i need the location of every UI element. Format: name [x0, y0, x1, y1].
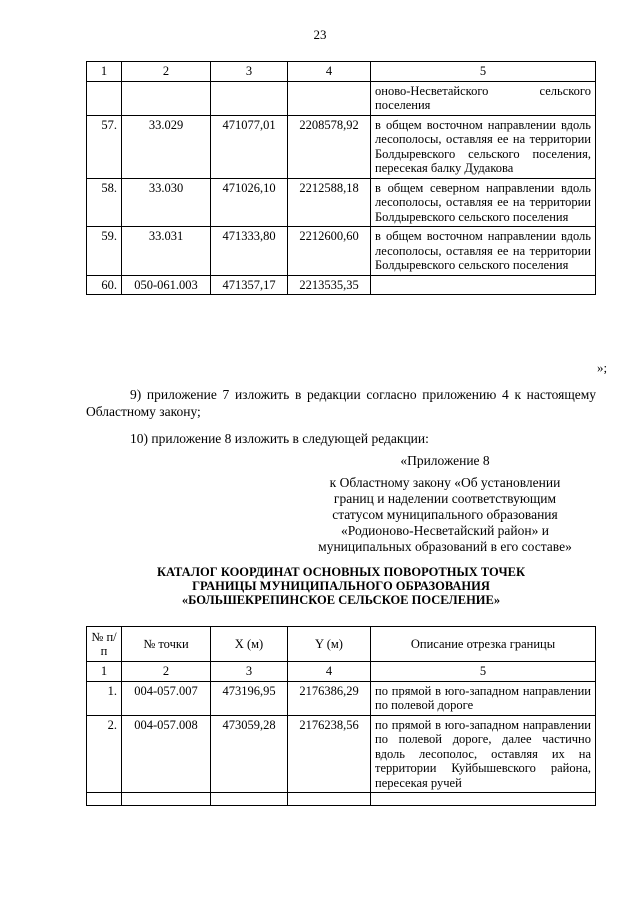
table-row	[87, 715, 596, 793]
point-id	[122, 81, 211, 115]
catalog-title	[86, 565, 596, 607]
segment-description: в общем восточном направлении вдоль лесополосы, оставляя ее на территории Болдыревского сельского поселения	[371, 227, 596, 276]
row-number	[87, 81, 122, 115]
col-header-point: № точки	[122, 627, 211, 662]
y-coordinate: 2176238,56	[288, 715, 371, 793]
closing-quote: »;	[597, 360, 608, 375]
y-coordinate: 2212588,18	[288, 178, 371, 227]
col-header-x: X (м)	[211, 627, 288, 662]
point-id: 33.031	[122, 227, 211, 276]
x-coordinate	[211, 81, 288, 115]
segment-description: оново-Несветайского сельского поселения	[371, 81, 596, 115]
table-row	[87, 81, 596, 115]
y-coordinate: 2212600,60	[288, 227, 371, 276]
appendix-ref-line: «Родионово-Несветайский район» и	[341, 523, 549, 538]
x-coordinate: 473196,95	[211, 681, 288, 715]
point-id: 33.030	[122, 178, 211, 227]
row-number: 58.	[87, 178, 122, 227]
segment-description: по прямой в юго-западном направлении по полевой дороге	[371, 681, 596, 715]
row-number: 2.	[87, 715, 122, 793]
table-row	[87, 681, 596, 715]
row-number: 57.	[87, 115, 122, 178]
empty-cell	[122, 793, 211, 806]
col-number-2: 2	[122, 62, 211, 82]
empty-cell	[87, 793, 122, 806]
appendix-title: «Приложение 8	[400, 453, 490, 468]
table-row-spacer	[87, 793, 596, 806]
x-coordinate: 471357,17	[211, 275, 288, 295]
appendix-ref-line: к Областному закону «Об установлении	[329, 475, 561, 490]
x-coordinate: 473059,28	[211, 715, 288, 793]
empty-cell	[288, 793, 371, 806]
y-coordinate: 2208578,92	[288, 115, 371, 178]
empty-cell	[211, 793, 288, 806]
col-number-4: 4	[288, 62, 371, 82]
appendix-ref-line: границ и наделении соответствующим	[333, 491, 557, 506]
col-number-5: 5	[371, 62, 596, 82]
catalog-title-line: ГРАНИЦЫ МУНИЦИПАЛЬНОГО ОБРАЗОВАНИЯ	[192, 579, 490, 593]
x-coordinate: 471333,80	[211, 227, 288, 276]
y-coordinate: 2213535,35	[288, 275, 371, 295]
col-header-y: Y (м)	[288, 627, 371, 662]
col-number-3: 3	[211, 62, 288, 82]
x-coordinate: 471077,01	[211, 115, 288, 178]
col-number-1: 1	[87, 662, 122, 682]
segment-description: в общем северном направлении вдоль лесополосы, оставляя ее на территории Болдыревского сельского поселения	[371, 178, 596, 227]
paragraph-9: 9) приложение 7 изложить в редакции согласно приложению 4 к настоящему Областному закону;	[86, 387, 596, 419]
row-number: 60.	[87, 275, 122, 295]
coordinates-table-continued	[86, 61, 596, 295]
col-number-3: 3	[211, 662, 288, 682]
point-id: 050-061.003	[122, 275, 211, 295]
segment-description: в общем восточном направлении вдоль лесополосы, оставляя ее на территории Болдыревского сельского поселения, пересекая балку Дудакова	[371, 115, 596, 178]
col-number-2: 2	[122, 662, 211, 682]
table-header-row	[87, 627, 596, 662]
catalog-title-line: КАТАЛОГ КООРДИНАТ ОСНОВНЫХ ПОВОРОТНЫХ ТОЧЕК	[156, 565, 526, 579]
col-header-number: № п/п	[87, 627, 122, 662]
table-row	[87, 227, 596, 276]
table-row	[87, 275, 596, 295]
y-coordinate	[288, 81, 371, 115]
x-coordinate: 471026,10	[211, 178, 288, 227]
segment-description: по прямой в юго-западном направлении по полевой дороге, далее частично вдоль лесополос, оставляя их на территории Куйбышевского района, пересекая ручей	[371, 715, 596, 793]
col-number-5: 5	[371, 662, 596, 682]
table-row	[87, 178, 596, 227]
col-number-4: 4	[288, 662, 371, 682]
table-row	[87, 115, 596, 178]
point-id: 004-057.007	[122, 681, 211, 715]
empty-cell	[371, 793, 596, 806]
coordinates-catalog-table	[86, 626, 596, 806]
point-id: 33.029	[122, 115, 211, 178]
page-number: 23	[313, 27, 327, 42]
segment-description	[371, 275, 596, 295]
col-number-1: 1	[87, 62, 122, 82]
paragraph-10: 10) приложение 8 изложить в следующей редакции:	[130, 431, 429, 446]
appendix-ref-line: статусом муниципального образования	[332, 507, 558, 522]
table-column-numbers	[87, 662, 596, 682]
appendix-ref-line: муниципальных образований в его составе»	[318, 539, 572, 554]
catalog-title-line: «БОЛЬШЕКРЕПИНСКОЕ СЕЛЬСКОЕ ПОСЕЛЕНИЕ»	[181, 593, 501, 607]
y-coordinate: 2176386,29	[288, 681, 371, 715]
col-header-description: Описание отрезка границы	[371, 627, 596, 662]
row-number: 59.	[87, 227, 122, 276]
row-number: 1.	[87, 681, 122, 715]
table-column-numbers	[87, 62, 596, 82]
point-id: 004-057.008	[122, 715, 211, 793]
